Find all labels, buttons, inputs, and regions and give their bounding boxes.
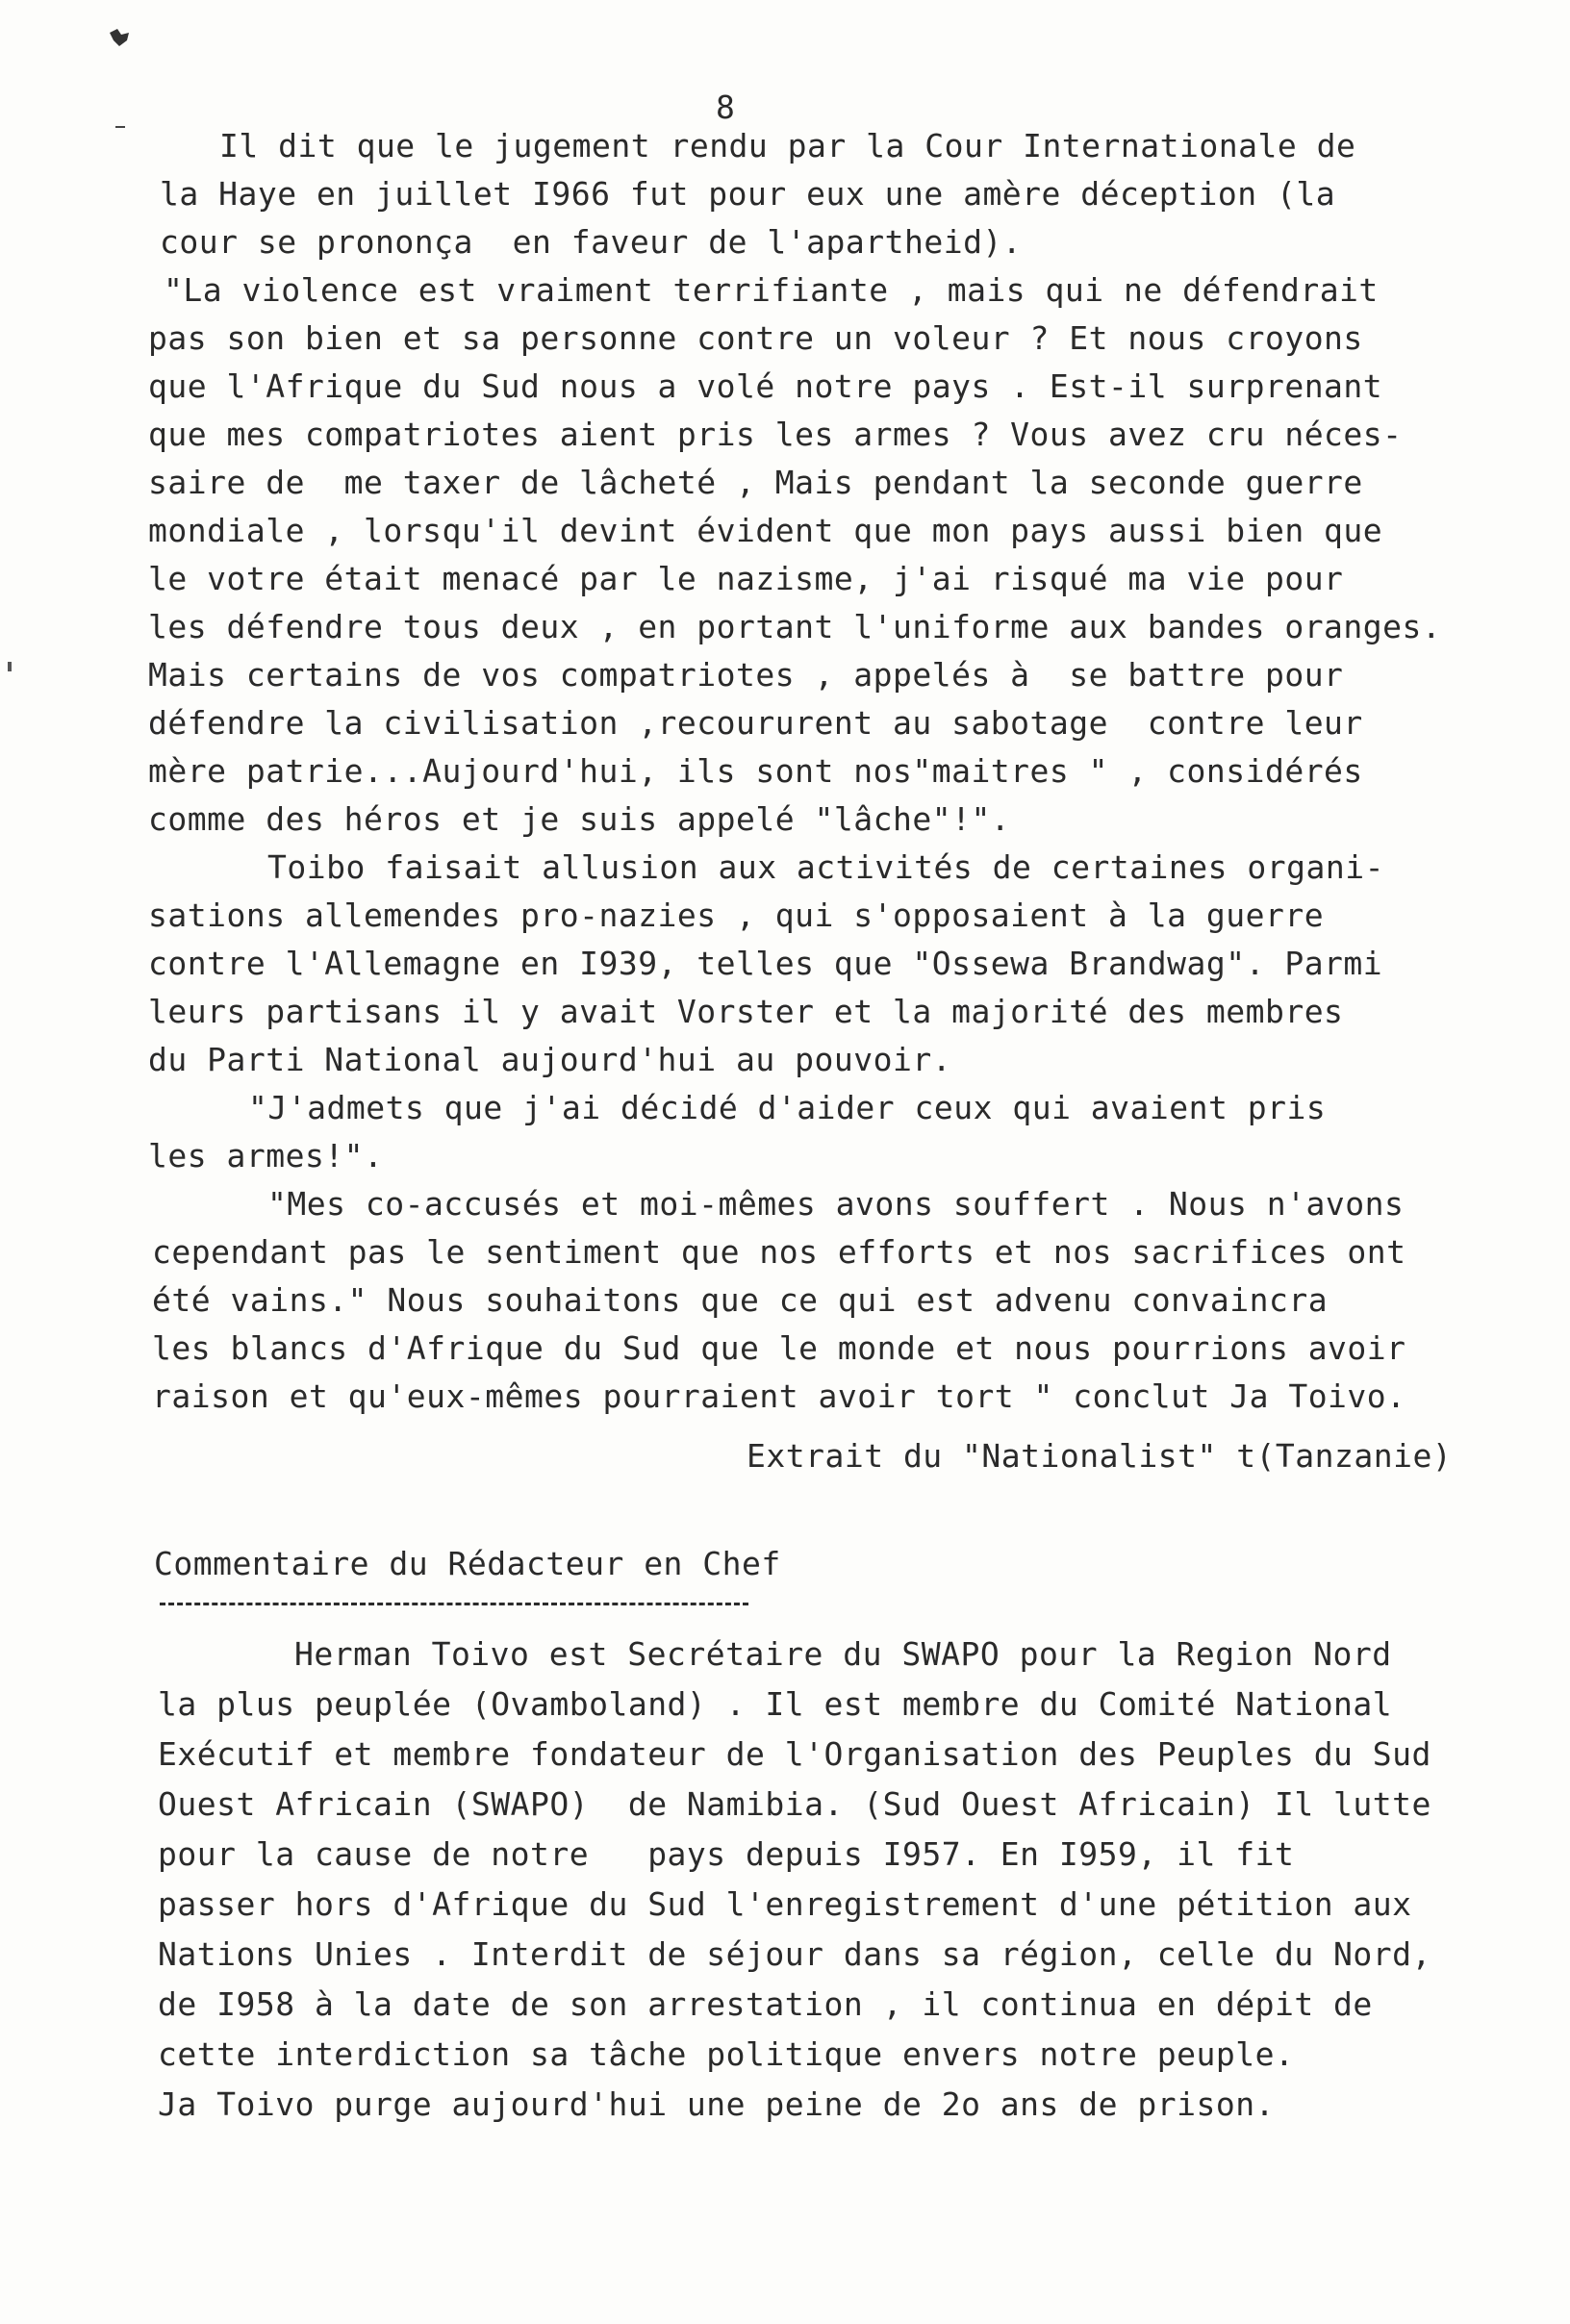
text-line: mère patrie...Aujourd'hui, ils sont nos"maitres " , considérés <box>148 752 1363 790</box>
text-line: été vains." Nous souhaitons que ce qui est advenu convaincra <box>152 1281 1329 1319</box>
text-line: Ouest Africain (SWAPO) de Namibia. (Sud Ouest Africain) Il lutte <box>158 1785 1431 1823</box>
text-line: les blancs d'Afrique du Sud que le monde et nous pourrions avoir <box>152 1329 1406 1367</box>
text-line: la plus peuplée (Ovamboland) . Il est membre du Comité National <box>158 1685 1393 1723</box>
text-line: "J'admets que j'ai décidé d'aider ceux qui avaient pris <box>248 1089 1327 1126</box>
text-line: de I958 à la date de son arrestation , il continua en dépit de <box>158 1985 1373 2023</box>
text-line: cour se prononça en faveur de l'apartheid). <box>160 223 1023 261</box>
page-number: 8 <box>716 88 735 126</box>
heading-underline <box>160 1603 748 1605</box>
text-line: Il dit que le jugement rendu par la Cour Internationale de <box>219 127 1356 164</box>
text-line: cette interdiction sa tâche politique envers notre peuple. <box>158 2035 1295 2073</box>
text-line: les défendre tous deux , en portant l'uniforme aux bandes oranges. <box>148 608 1442 645</box>
margin-dash <box>115 126 125 128</box>
text-line: défendre la civilisation ,recoururent au sabotage contre leur <box>148 704 1363 742</box>
text-line: contre l'Allemagne en I939, telles que "Ossewa Brandwag". Parmi <box>148 945 1383 982</box>
text-line: Herman Toivo est Secrétaire du SWAPO pour la Region Nord <box>294 1635 1392 1673</box>
text-line: les armes!". <box>148 1137 384 1175</box>
text-line: Exécutif et membre fondateur de l'Organisation des Peuples du Sud <box>158 1735 1431 1773</box>
source-attribution: Extrait du "Nationalist" t(Tanzanie) <box>747 1437 1453 1475</box>
text-line: la Haye en juillet I966 fut pour eux une amère déception (la <box>160 175 1336 213</box>
text-line: du Parti National aujourd'hui au pouvoir. <box>148 1041 952 1078</box>
text-line: "La violence est vraiment terrifiante , mais qui ne défendrait <box>164 271 1379 309</box>
text-line: saire de me taxer de lâcheté , Mais pendant la seconde guerre <box>148 464 1363 501</box>
text-line: sations allemendes pro-nazies , qui s'opposaient à la guerre <box>148 897 1325 934</box>
text-line: pas son bien et sa personne contre un voleur ? Et nous croyons <box>148 319 1363 357</box>
text-line: Nations Unies . Interdit de séjour dans sa région, celle du Nord, <box>158 1935 1431 1973</box>
section-heading: Commentaire du Rédacteur en Chef <box>154 1545 781 1582</box>
scan-mark <box>108 27 133 48</box>
text-line: Toibo faisait allusion aux activités de certaines organi- <box>267 848 1384 886</box>
margin-dot <box>8 662 12 671</box>
text-line: le votre était menacé par le nazisme, j'ai risqué ma vie pour <box>148 560 1344 597</box>
text-line: raison et qu'eux-mêmes pourraient avoir tort " conclut Ja Toivo. <box>152 1377 1406 1415</box>
text-line: que mes compatriotes aient pris les armes ? Vous avez cru néces- <box>148 416 1403 453</box>
text-line: Mais certains de vos compatriotes , appelés à se battre pour <box>148 656 1344 694</box>
text-line: comme des héros et je suis appelé "lâche"!". <box>148 800 1011 838</box>
text-line: mondiale , lorsqu'il devint évident que mon pays aussi bien que <box>148 512 1383 549</box>
text-line: pour la cause de notre pays depuis I957. En I959, il fit <box>158 1835 1295 1873</box>
text-line: "Mes co-accusés et moi-mêmes avons souffert . Nous n'avons <box>267 1185 1405 1223</box>
text-line: passer hors d'Afrique du Sud l'enregistrement d'une pétition aux <box>158 1885 1412 1923</box>
text-line: leurs partisans il y avait Vorster et la majorité des membres <box>148 993 1344 1030</box>
text-line: que l'Afrique du Sud nous a volé notre pays . Est-il surprenant <box>148 367 1383 405</box>
text-line: Ja Toivo purge aujourd'hui une peine de 2o ans de prison. <box>158 2085 1275 2123</box>
text-line: cependant pas le sentiment que nos efforts et nos sacrifices ont <box>152 1233 1406 1271</box>
